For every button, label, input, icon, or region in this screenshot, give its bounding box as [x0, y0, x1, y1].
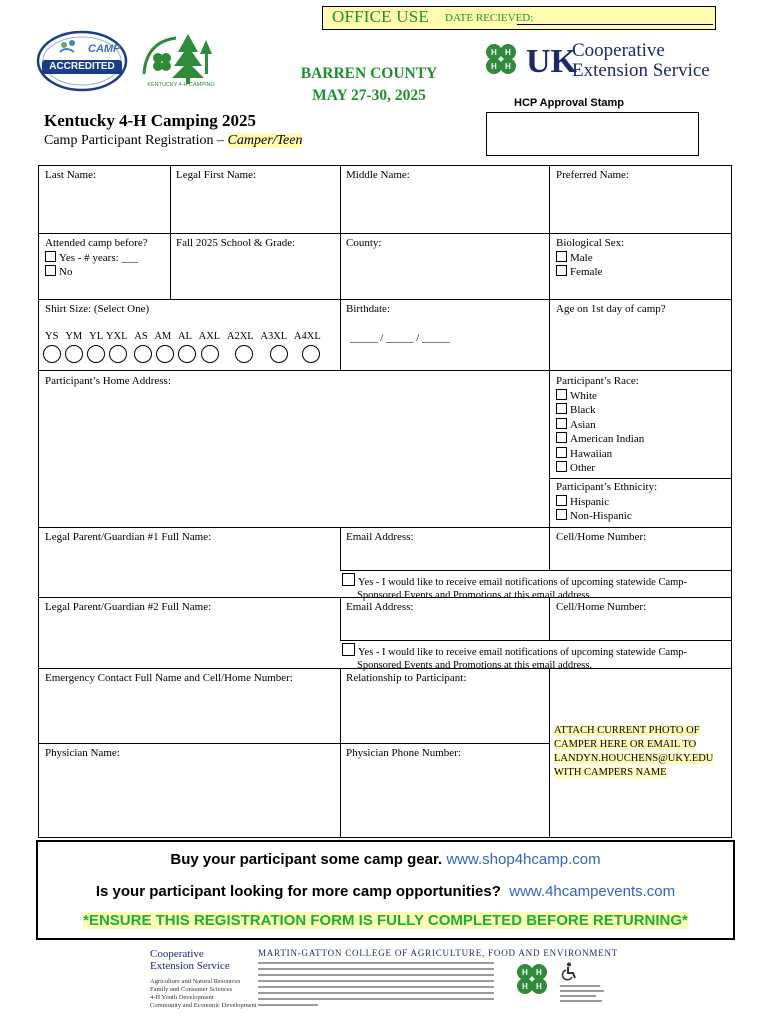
- opportunities-text: Is your participant looking for more camp opportunities?: [95, 883, 501, 900]
- shirt-size-label: Shirt Size: (Select One): [45, 303, 150, 315]
- accessibility-statement-lines: [560, 984, 608, 1004]
- optin2-line1: Yes - I would like to receive email notifications of upcoming statewide Camp-: [358, 647, 688, 658]
- footer-program: 4-H Youth Development: [150, 994, 214, 1001]
- shirt-size-radio[interactable]: [109, 345, 127, 363]
- ensure-line: [38, 912, 733, 929]
- race-option[interactable]: [556, 461, 644, 476]
- shirt-size-radio[interactable]: [134, 345, 152, 363]
- checkbox-icon[interactable]: [556, 432, 567, 443]
- male-label: Male: [570, 251, 593, 264]
- shirt-size-radio[interactable]: [270, 345, 288, 363]
- race-white-label: White: [570, 389, 597, 402]
- race-asian-label: Asian: [570, 418, 596, 431]
- preferred-name-label: Preferred Name:: [556, 169, 629, 181]
- race-label: Participant’s Race:: [556, 375, 639, 387]
- shirt-size-radio[interactable]: [43, 345, 61, 363]
- shirt-size-radio[interactable]: [65, 345, 83, 363]
- guardian2-email-label: Email Address:: [346, 601, 414, 613]
- race-field: [556, 374, 644, 476]
- ethnicity-non-hispanic-label: Non-Hispanic: [570, 510, 632, 522]
- shop-link[interactable]: www.shop4hcamp.com: [446, 851, 601, 868]
- 4h-clover-icon: [484, 42, 518, 76]
- last-name-label: Last Name:: [45, 169, 97, 181]
- camp-events-link[interactable]: www.4hcampevents.com: [509, 883, 676, 900]
- attended-no-option[interactable]: [45, 265, 148, 280]
- ethnicity-field: [556, 480, 657, 524]
- photo-attach-note: [554, 724, 713, 780]
- opportunities-line: [38, 883, 733, 900]
- size-al: AL: [177, 331, 192, 342]
- ethnicity-option[interactable]: [556, 495, 657, 510]
- ethnicity-label: Participant’s Ethnicity:: [556, 481, 658, 493]
- coop-line-2: Extension Service: [572, 60, 710, 81]
- footer-statement-lines: [258, 960, 498, 1012]
- footer-coop-line1: Cooperative: [150, 948, 204, 960]
- checkbox-icon[interactable]: [556, 389, 567, 400]
- attended-yes-label: Yes - # years: ___: [59, 251, 138, 264]
- guardian1-cell-label: Cell/Home Number:: [556, 531, 647, 543]
- checkbox-icon[interactable]: [556, 265, 567, 276]
- female-label: Female: [570, 266, 603, 278]
- guardian1-email-optin[interactable]: [342, 573, 687, 602]
- county-dates: [260, 63, 478, 107]
- svg-text:H: H: [505, 62, 511, 71]
- optin2-line2: Sponsored Events and Promotions at this email address.: [357, 660, 593, 671]
- shirt-size-radio[interactable]: [87, 345, 105, 363]
- size-ys: YS: [45, 331, 59, 342]
- bottom-notice-box: [36, 840, 735, 940]
- race-other-label: Other: [570, 462, 596, 474]
- footer-program: Community and Economic Development: [150, 1002, 257, 1009]
- date-received-line[interactable]: [517, 24, 713, 25]
- subtitle-highlight: Camper/Teen: [227, 133, 303, 148]
- checkbox-icon[interactable]: [45, 251, 56, 262]
- guardian2-label: Legal Parent/Guardian #2 Full Name:: [45, 601, 212, 613]
- size-a4xl: A4XL: [293, 331, 321, 342]
- shirt-size-radio[interactable]: [201, 345, 219, 363]
- footer-program-list: [150, 978, 257, 1010]
- optin1-line1: Yes - I would like to receive email notifications of upcoming statewide Camp-: [358, 577, 688, 588]
- birthdate-blank[interactable]: _____ / _____ / _____: [350, 332, 450, 344]
- footer-program: Family and Consumer Sciences: [150, 986, 233, 993]
- office-use-label: OFFICE USE: [332, 7, 429, 26]
- legal-first-name-label: Legal First Name:: [176, 169, 257, 181]
- school-grade-label: Fall 2025 School & Grade:: [176, 237, 296, 249]
- guardian2-cell-label: Cell/Home Number:: [556, 601, 647, 613]
- aca-accredited-text: ACCREDITED: [49, 61, 115, 72]
- photo-note-line1: ATTACH CURRENT PHOTO OF: [554, 725, 700, 736]
- size-ym: YM: [65, 331, 83, 342]
- race-american-indian-label: American Indian: [570, 433, 645, 445]
- svg-text:CAMP: CAMP: [88, 43, 121, 55]
- shirt-size-radio[interactable]: [178, 345, 196, 363]
- svg-text:H: H: [522, 982, 528, 991]
- kentucky-4h-camping-logo: [140, 30, 222, 88]
- shirt-size-radio[interactable]: [302, 345, 320, 363]
- photo-note-line3: LANDYN.HOUCHENS@UKY.EDU: [554, 753, 714, 764]
- race-option[interactable]: [556, 403, 644, 418]
- attended-yes-option[interactable]: [45, 251, 148, 266]
- shirt-size-radio[interactable]: [156, 345, 174, 363]
- shirt-size-options: [45, 330, 321, 345]
- photo-note-line4: WITH CAMPERS NAME: [554, 767, 667, 778]
- physician-name-label: Physician Name:: [45, 747, 120, 759]
- ethnicity-hispanic-label: Hispanic: [570, 495, 610, 508]
- checkbox-icon[interactable]: [556, 251, 567, 262]
- form-subtitle: [44, 133, 302, 149]
- size-axl: AXL: [198, 331, 221, 342]
- footer-coop-line2: Extension Service: [150, 960, 230, 972]
- svg-text:H: H: [491, 48, 497, 57]
- optin1-line2: Sponsored Events and Promotions at this email address.: [357, 590, 593, 601]
- kentucky-4h-camping-logo-text: KENTUCKY 4-H CAMPING: [147, 82, 215, 88]
- svg-text:H: H: [491, 62, 497, 71]
- ethnicity-option[interactable]: [556, 509, 657, 524]
- size-yxl: YXL: [105, 331, 128, 342]
- checkbox-icon[interactable]: [556, 495, 567, 506]
- accessibility-icon: [560, 962, 578, 980]
- race-black-label: Black: [570, 404, 596, 416]
- form-title: Kentucky 4-H Camping 2025: [44, 111, 257, 130]
- date-received-label: DATE RECIEVED:: [445, 12, 534, 24]
- checkbox-icon[interactable]: [556, 461, 567, 472]
- guardian1-email-label: Email Address:: [346, 531, 414, 543]
- guardian1-label: Legal Parent/Guardian #1 Full Name:: [45, 531, 212, 543]
- footer-college-name: MARTIN-GATTON COLLEGE OF AGRICULTURE, FOOD AND ENVIRONMENT: [258, 948, 619, 958]
- svg-text:H: H: [536, 982, 542, 991]
- shirt-size-radio[interactable]: [235, 345, 253, 363]
- uk-logo: [526, 42, 577, 80]
- footer-coop-title: [150, 948, 230, 972]
- biological-sex-label: Biological Sex:: [556, 237, 625, 249]
- coop-line-1: Cooperative: [572, 40, 665, 61]
- svg-text:H: H: [536, 968, 542, 977]
- checkbox-icon[interactable]: [556, 403, 567, 414]
- cooperative-extension-title: [572, 41, 710, 81]
- svg-text:UK: UK: [526, 43, 577, 80]
- checkbox-icon[interactable]: [556, 509, 567, 520]
- middle-name-label: Middle Name:: [346, 169, 410, 181]
- footer-program: Agriculture and Natural Resources: [150, 978, 241, 985]
- sex-male-option[interactable]: [556, 251, 624, 266]
- gear-text: Buy your participant some camp gear.: [170, 851, 443, 868]
- attended-before-label: Attended camp before?: [45, 237, 148, 249]
- checkbox-icon[interactable]: [556, 447, 567, 458]
- checkbox-icon[interactable]: [556, 418, 567, 429]
- physician-phone-label: Physician Phone Number:: [346, 747, 461, 759]
- home-address-label: Participant’s Home Address:: [45, 375, 171, 387]
- hcp-approval-stamp-box: [486, 112, 699, 156]
- subtitle-prefix: Camp Participant Registration –: [44, 133, 228, 148]
- race-option[interactable]: [556, 432, 644, 447]
- race-hawaiian-label: Hawaiian: [570, 447, 613, 460]
- county-name: BARREN COUNTY: [300, 65, 438, 82]
- camp-dates: MAY 27-30, 2025: [312, 87, 426, 104]
- sex-female-option[interactable]: [556, 265, 624, 280]
- race-option[interactable]: [556, 389, 644, 404]
- age-first-day-label: Age on 1st day of camp?: [556, 303, 666, 315]
- race-option[interactable]: [556, 447, 644, 462]
- birthdate-label: Birthdate:: [346, 303, 390, 315]
- size-am: AM: [154, 331, 172, 342]
- size-a3xl: A3XL: [260, 331, 288, 342]
- hcp-approval-label: HCP Approval Stamp: [514, 97, 625, 109]
- checkbox-icon[interactable]: [342, 643, 355, 656]
- checkbox-icon[interactable]: [342, 573, 355, 586]
- emergency-contact-label: Emergency Contact Full Name and Cell/Home Number:: [45, 672, 293, 684]
- svg-text:H: H: [505, 48, 511, 57]
- gear-line: [38, 851, 733, 868]
- attended-before-field: [45, 236, 148, 280]
- size-yl: YL: [89, 331, 103, 342]
- guardian2-email-optin[interactable]: [342, 643, 687, 672]
- checkbox-icon[interactable]: [45, 265, 56, 276]
- svg-text:H: H: [522, 968, 528, 977]
- biological-sex-field: [556, 236, 624, 280]
- ensure-notice: *ENSURE THIS REGISTRATION FORM IS FULLY COMPLETED BEFORE RETURNING*: [83, 912, 688, 929]
- race-option[interactable]: [556, 418, 644, 433]
- relationship-label: Relationship to Participant:: [346, 672, 467, 684]
- photo-note-line2: CAMPER HERE OR EMAIL TO: [554, 739, 697, 750]
- size-a2xl: A2XL: [226, 331, 254, 342]
- county-label: County:: [346, 237, 382, 249]
- footer-4h-clover-icon: [515, 962, 549, 996]
- attended-no-label: No: [59, 266, 73, 278]
- size-as: AS: [134, 331, 148, 342]
